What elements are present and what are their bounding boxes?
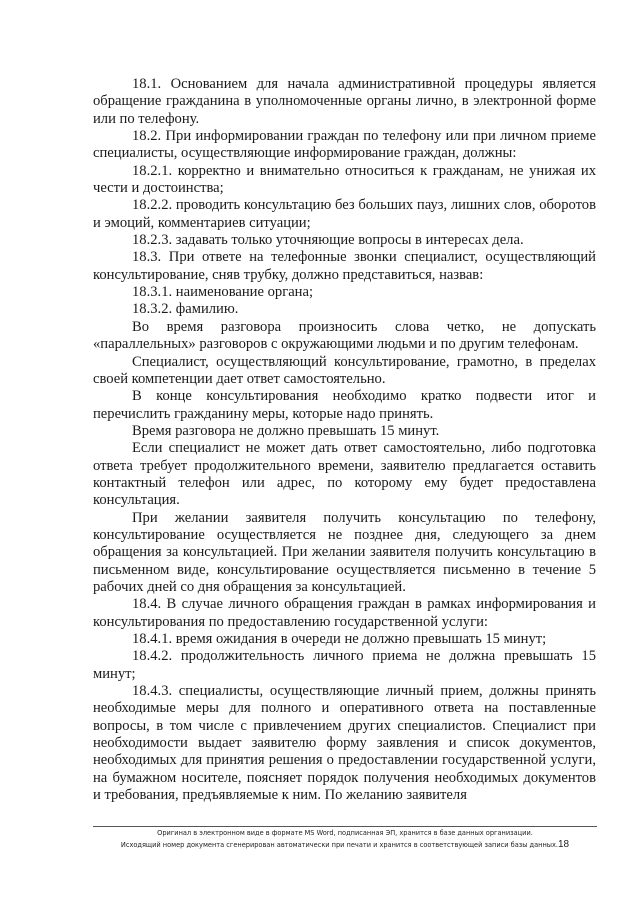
footer-divider — [93, 826, 597, 827]
footer-original-note: Оригинал в электронном виде в формате MS Word, подписанная ЭП, хранится в базе данных организации. — [157, 829, 533, 837]
paragraph-18-1: 18.1. Основанием для начала административной процедуры является обращение гражданина в уполномоченные органы лично, в электронной форме или по телефону. — [93, 76, 596, 127]
document-body — [93, 76, 596, 804]
footer-number-note — [93, 839, 597, 851]
paragraph-duration: Время разговора не должно превышать 15 минут. — [132, 422, 440, 439]
paragraph-speech-rules: Во время разговора произносить слова четко, не допускать «параллельных» разговоров с окружающими людьми и по другим телефонам. — [93, 318, 596, 353]
paragraph-18-4-1: 18.4.1. время ожидания в очереди не должно превышать 15 минут; — [132, 631, 547, 647]
paragraph-18-4: 18.4. В случае личного обращения граждан в рамках информирования и консультирования по предоставлению государственной услуги: — [93, 596, 596, 630]
page-footer — [93, 828, 597, 851]
footer-number-text: Исходящий номер документа сгенерирован автоматически при печати и хранится в соответствующей записи базы данных. — [120, 841, 558, 849]
paragraph-consultation-terms: При желании заявителя получить консультацию по телефону, консультирование осуществляется не позднее дня, следующего за днем обращения за консультацией. При желании заявителя получить консультацию в письменном виде, консультирование осуществляется письменно в течение 5 рабочих дней со дня обращения за консультацией. — [93, 509, 596, 595]
paragraph-18-2-2: 18.2.2. проводить консультацию без больших пауз, лишних слов, оборотов и эмоций, комментариев ситуации; — [93, 197, 596, 231]
paragraph-deferred-answer: Если специалист не может дать ответ самостоятельно, либо подготовка ответа требует продолжительного времени, заявителю предлагается оставить контактный телефон или адрес, по которому ему будет предоставлена консультация. — [93, 440, 596, 509]
paragraph-18-3-2: 18.3.2. фамилию. — [132, 301, 239, 318]
paragraph-18-2-3: 18.2.3. задавать только уточняющие вопросы в интересах дела. — [132, 232, 524, 249]
paragraph-18-3-1: 18.3.1. наименование органа; — [132, 284, 314, 301]
paragraph-18-2: 18.2. При информировании граждан по телефону или при личном приеме специалисты, осуществляющие информирование граждан, должны: — [93, 128, 596, 162]
paragraph-18-3: 18.3. При ответе на телефонные звонки специалист, осуществляющий консультирование, сняв трубку, должно представиться, назвав: — [93, 249, 596, 283]
paragraph-competence: Специалист, осуществляющий консультирование, грамотно, в пределах своей компетенции дает ответ самостоятельно. — [93, 353, 596, 387]
paragraph-summary: В конце консультирования необходимо кратко подвести итог и перечислить гражданину меры, которые надо принять. — [93, 388, 596, 422]
page-number: 18 — [557, 839, 570, 850]
paragraph-18-2-1: 18.2.1. корректно и внимательно относиться к гражданам, не унижая их чести и достоинства; — [93, 162, 596, 197]
paragraph-18-4-3: 18.4.3. специалисты, осуществляющие личный прием, должны принять необходимые меры для полного и оперативного ответа на поставленные вопросы, в том числе с привлечением других специалистов. Специалист при необходимости выдает заявителю форму заявления и список документов, необходимых для принятия решения о предоставлении государственной услуги, на бумажном носителе, поясняет порядок получения необходимых документов и требования, предъявляемые к ним. По желанию заявителя — [93, 683, 596, 804]
paragraph-18-4-2: 18.4.2. продолжительность личного приема не должна превышать 15 минут; — [93, 648, 596, 682]
